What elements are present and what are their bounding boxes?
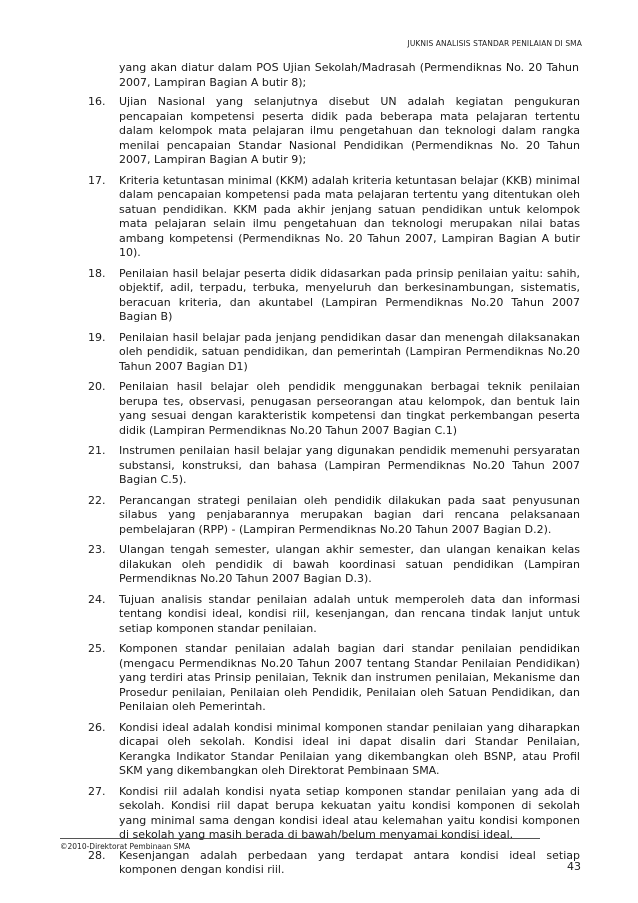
list-item-text: Penilaian hasil belajar peserta didik didasarkan pada prinsip penilaian yaitu: sahih, objektif, adil, terpadu, terbuka, menyeluruh dan berkesinambungan, sistematis, beracuan kriteria, dan akuntabel (Lampiran Permendiknas No.20 Tahun 2007 Bagian B) [119,266,580,323]
numbered-list [88,95,580,884]
list-item-number: 16. [88,95,106,108]
list-item-number: 28. [88,848,106,862]
list-item-text: Penilaian hasil belajar oleh pendidik menggunakan berbagai teknik penilaian berupa tes, observasi, penugasan perseorangan atau kelompok, dan bentuk lain yang sesuai dengan karakteristik kompetensi dan tingkat perkembangan peserta didik (Lampiran Permendiknas No.20 Tahun 2007 Bagian C.1) [119,380,580,437]
list-item [88,267,580,325]
list-item-text: Kriteria ketuntasan minimal (KKM) adalah kriteria ketuntasan belajar (KKB) minimal dalam pencapaian kompetensi pada mata pelajaran tertentu yang ditentukan oleh satuan pendidikan. KKM pada akhir jenjang satuan pendidikan untuk kelompok mata pelajaran selain ilmu pengetahuan dan teknologi merupakan nilai batas ambang kompetensi (Permendiknas No. 20 Tahun 2007, Lampiran Bagian A butir 10). [119,173,580,259]
list-item-number: 17. [88,173,106,187]
list-item-text: Instrumen penilaian hasil belajar yang digunakan pendidik memenuhi persyaratan substansi, konstruksi, dan bahasa (Lampiran Permendiknas No.20 Tahun 2007 Bagian C.5). [119,444,580,486]
list-item [88,593,580,637]
list-item-number: 22. [88,493,106,507]
list-item-number: 24. [88,592,106,606]
list-item-text: Penilaian hasil belajar pada jenjang pendidikan dasar dan menengah dilaksanakan oleh pendidik, satuan pendidikan, dan pemerintah (Lampiran Permendiknas No.20 Tahun 2007 Bagian D1) [119,330,580,373]
list-item-number: 27. [88,784,106,798]
list-item-number: 18. [88,266,106,280]
list-item-text: Komponen standar penilaian adalah bagian dari standar penilaian pendidikan (mengacu Permendiknas No.20 Tahun 2007 tentang Standar Penilaian Pendidikan) yang terdiri atas Prinsip penilaian, Teknik dan instrumen penilaian, Mekanisme dan Prosedur penilaian, Penilaian oleh Pendidik, Penilaian oleh Satuan Pendidikan, dan Penilaian oleh Pemerintah. [119,642,580,713]
list-item-number: 26. [88,720,106,734]
list-item [88,642,580,715]
list-item-text: Ulangan tengah semester, ulangan akhir semester, dan ulangan kenaikan kelas dilakukan oleh pendidik di bawah koordinasi satuan pendidikan (Lampiran Permendiknas No.20 Tahun 2007 Bagian D.3). [119,543,580,585]
list-item [88,494,580,538]
list-item-text: Ujian Nasional yang selanjutnya disebut UN adalah kegiatan pengukuran pencapaian kompetensi peserta didik pada beberapa mata pelajaran tertentu dalam kelompok mata pelajaran ilmu pengetahuan dan teknologi dalam rangka menilai pencapaian Standar Nasional Pendidikan (Permendiknas No. 20 Tahun 2007, Lampiran Bagian A butir 9); [119,95,580,166]
list-item [88,331,580,375]
list-item [88,380,580,438]
list-item [88,849,580,878]
list-item-number: 20. [88,380,106,393]
footer-divider [60,838,540,839]
list-item-number: 19. [88,330,106,344]
list-item [88,95,580,168]
list-item-text: Kesenjangan adalah perbedaan yang terdapat antara kondisi ideal setiap komponen dengan kondisi riil. [119,848,580,876]
list-item-number: 21. [88,444,106,457]
list-item [88,543,580,587]
list-item-number: 23. [88,543,106,556]
list-item-text: Kondisi ideal adalah kondisi minimal komponen standar penilaian yang diharapkan dicapai oleh sekolah. Kondisi ideal ini dapat disalin dari Standar Penilaian, Kerangka Indikator Standar Penilaian yang dikembangkan oleh BSNP, atau Profil SKM yang dikembangkan oleh Direktorat Pembinaan SMA. [119,720,580,777]
page-number: 43 [567,860,581,873]
list-item [88,721,580,779]
list-item-text: Perancangan strategi penilaian oleh pendidik dilakukan pada saat penyusunan silabus yang penjabarannya merupakan bagian dari rencana pelaksanaan pembelajaran (RPP) - (Lampiran Permendiknas No.20 Tahun 2007 Bagian D.2). [119,493,580,536]
list-item [88,785,580,843]
list-item-number: 25. [88,642,106,655]
list-item [88,174,580,261]
continued-paragraph: yang akan diatur dalam POS Ujian Sekolah/Madrasah (Permendiknas No. 20 Tahun 2007, Lampiran Bagian A butir 8); [119,61,579,89]
running-header: JUKNIS ANALISIS STANDAR PENILAIAN DI SMA [407,39,582,48]
list-item [88,444,580,488]
list-item-text: Kondisi riil adalah kondisi nyata setiap komponen standar penilaian yang ada di sekolah. Kondisi riil dapat berupa kekuatan yaitu kondisi komponen di sekolah yang minimal sama dengan kondisi ideal atau kelemahan yaitu kondisi komponen di sekolah yang masih berada di bawah/belum menyamai kondisi ideal. [119,784,580,841]
footer-copyright: ©2010-Direktorat Pembinaan SMA [60,842,191,851]
list-item-text: Tujuan analisis standar penilaian adalah untuk memperoleh data dan informasi tentang kondisi ideal, kondisi riil, kesenjangan, dan rencana tindak lanjut untuk setiap komponen standar penilaian. [119,592,580,635]
